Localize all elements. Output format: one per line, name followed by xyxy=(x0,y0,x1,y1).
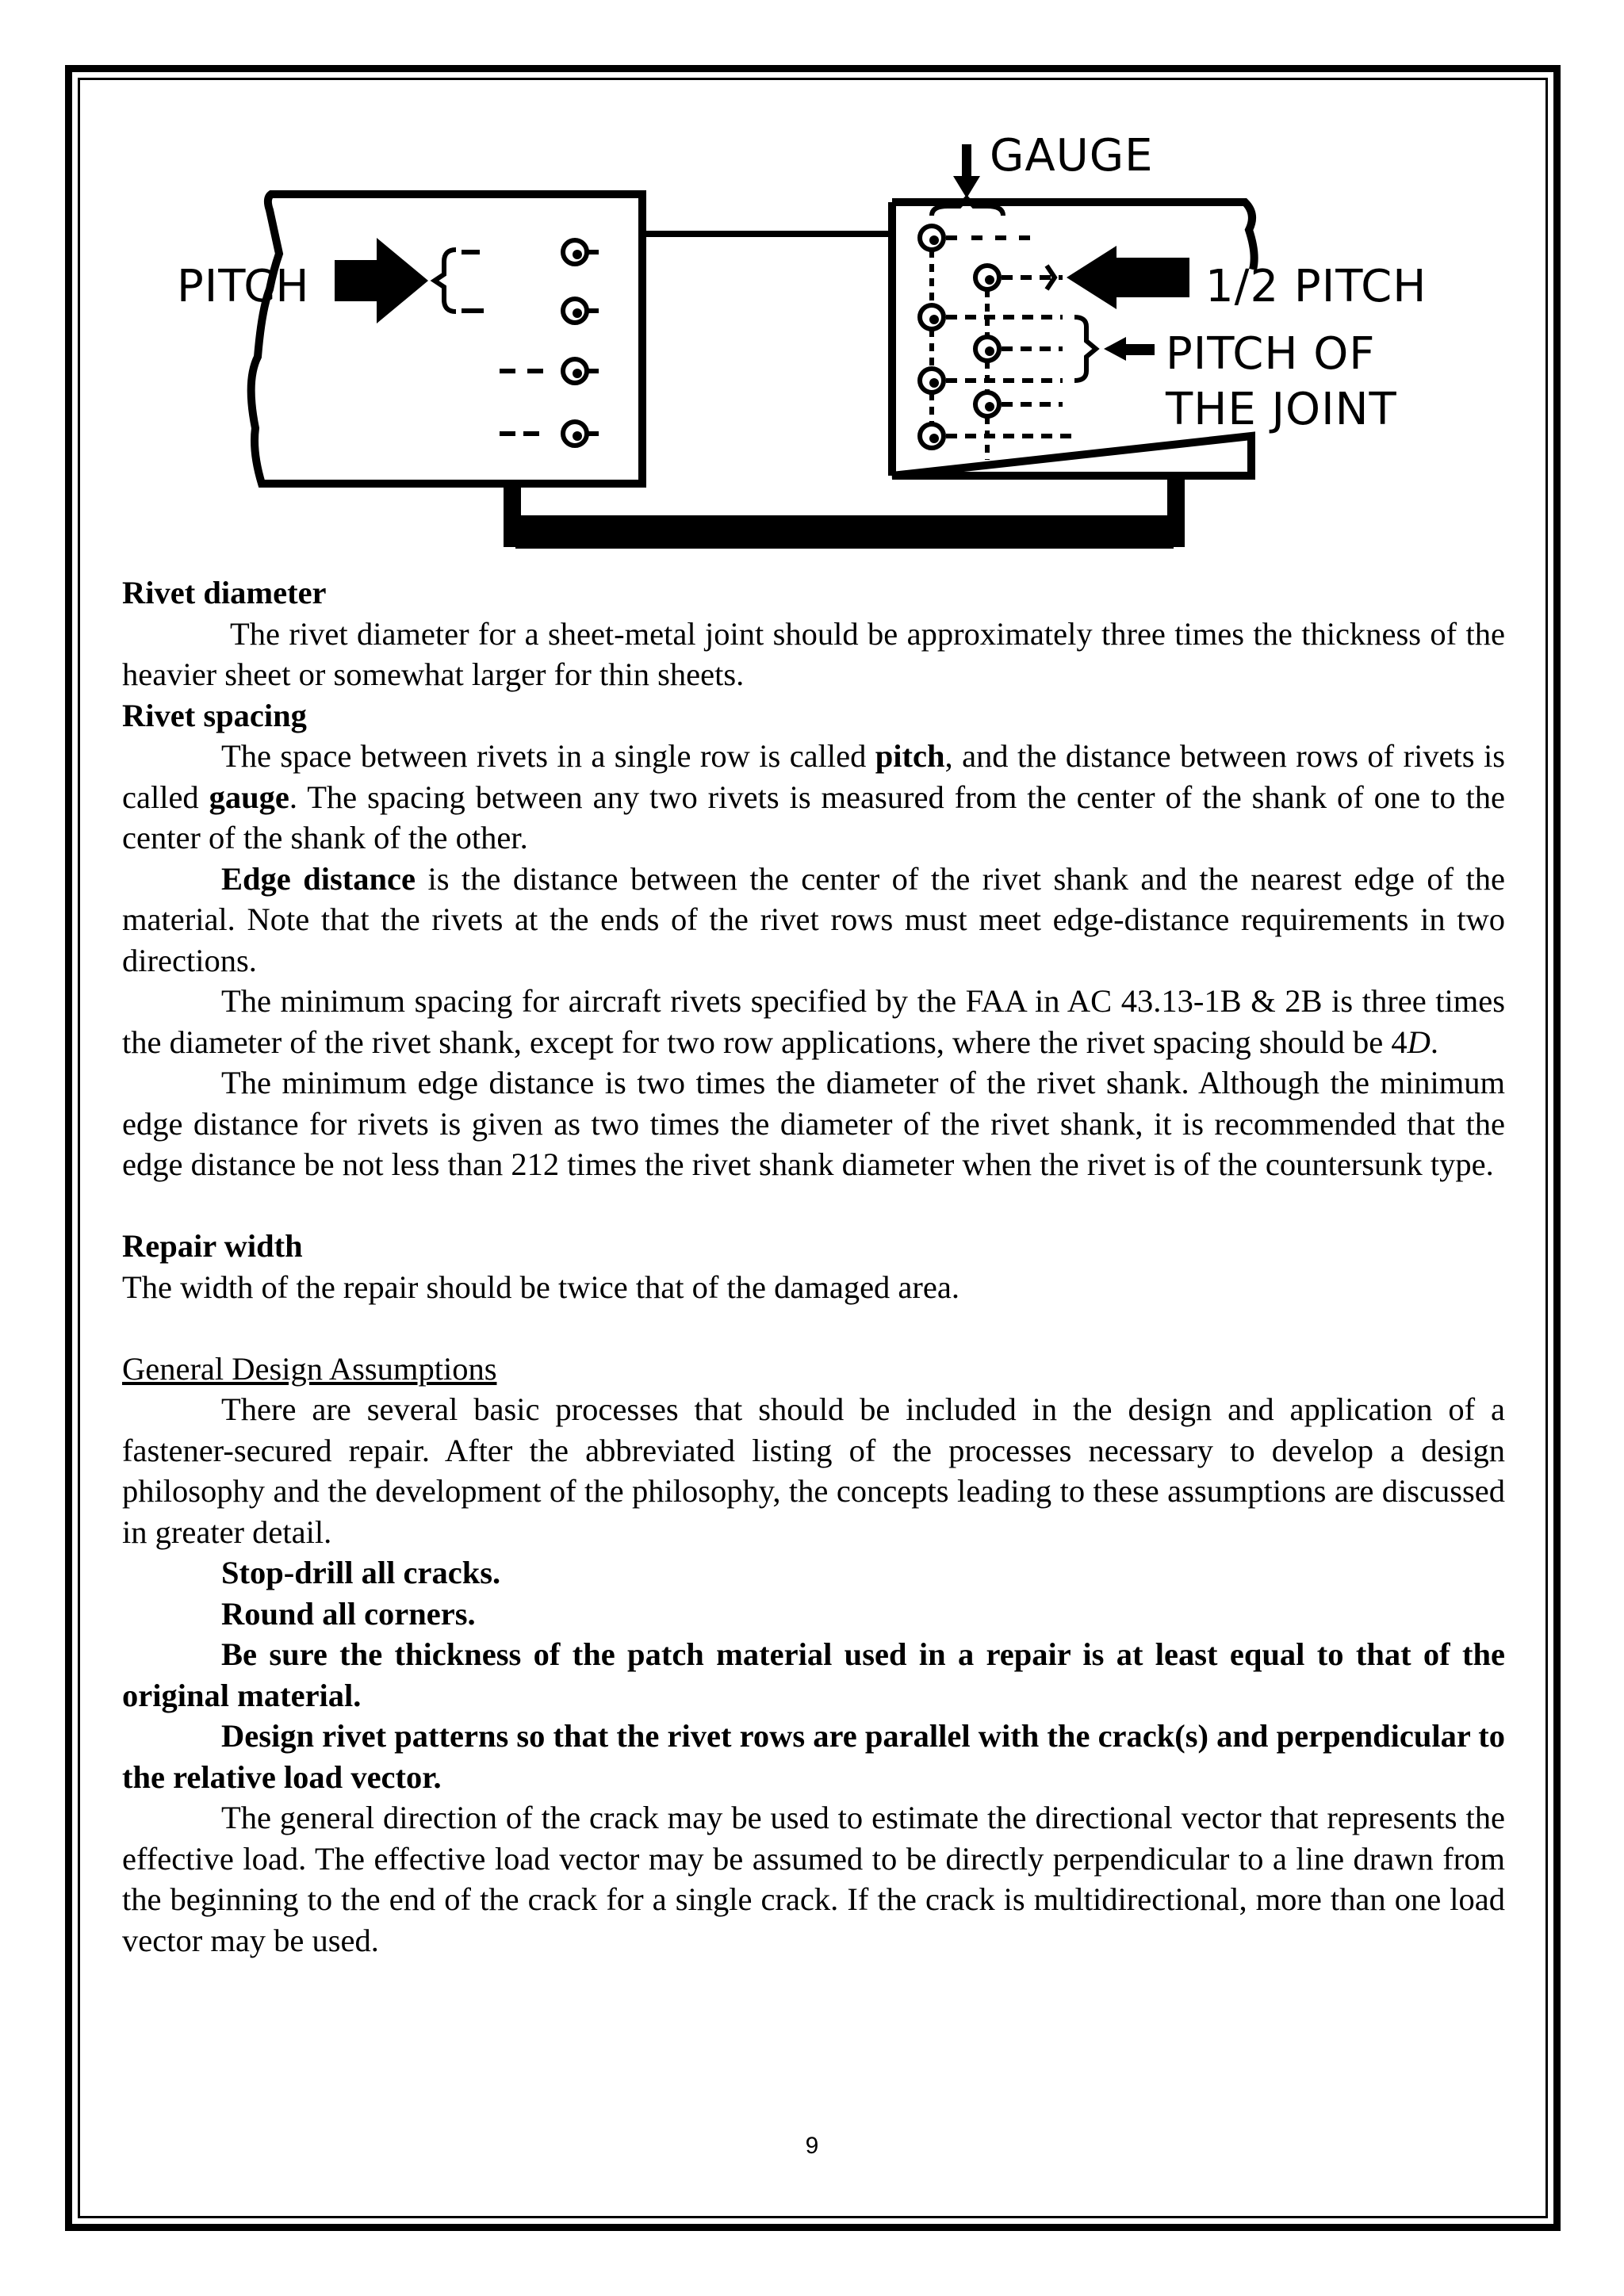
repair-width-heading: Repair width xyxy=(122,1228,303,1264)
joint-bottom-bar xyxy=(515,515,1174,549)
minimum-edge-distance-paragraph: The minimum edge distance is two times the diameter of the rivet shank. Although the minimum edge distance for rivets is given as two times the diameter of the rivet shank, it is recommended that the edge distance be not less than 212 times the rivet shank diameter when the rivet is of the countersunk type. xyxy=(122,1065,1505,1182)
rivet-spacing-diagram xyxy=(151,119,1483,555)
repair-width-body: The width of the repair should be twice that of the damaged area. xyxy=(122,1269,959,1305)
rivet-spacing-heading: Rivet spacing xyxy=(122,697,307,733)
minimum-spacing-paragraph: The minimum spacing for aircraft rivets specified by the FAA in AC 43.13-1B & 2B is three times the diameter of the rivet shank, except for two row applications, where the rivet spacing should be 4D. xyxy=(122,983,1505,1060)
half-pitch-arrow-head xyxy=(1067,246,1116,309)
pitch-of-joint-arrow-shaft xyxy=(1124,344,1155,355)
pitch-arrow-shaft xyxy=(335,260,381,301)
rule-rivet-patterns: Design rivet patterns so that the rivet rows are parallel with the crack(s) and perpendicular to the relative load vector. xyxy=(122,1718,1505,1795)
rivet-spacing-paragraph-1: The space between rivets in a single row is called pitch, and the distance between rows of rivets is called gauge. The spacing between any two rivets is measured from the center of the shank of one to the center of the shank of the other. xyxy=(122,738,1505,855)
rule-patch-thickness: Be sure the thickness of the patch material used in a repair is at least equal to that of the original material. xyxy=(122,1636,1505,1713)
edge-distance-paragraph: Edge distance is the distance between the center of the rivet shank and the nearest edge of the material. Note that the rivets at the ends of the rivet rows must meet edge-distance requirements in two directions. xyxy=(122,860,1506,978)
rule-stop-drill: Stop-drill all cracks. xyxy=(221,1555,501,1590)
rule-round-corners: Round all corners. xyxy=(221,1595,476,1632)
rivet-diameter-heading: Rivet diameter xyxy=(122,575,327,610)
term-pitch: pitch xyxy=(875,738,945,774)
term-gauge: gauge xyxy=(209,779,289,815)
left-rivet-column xyxy=(462,240,599,446)
pitch-arrow-head xyxy=(377,238,428,323)
general-design-paragraph-2: The general direction of the crack may be used to estimate the directional vector that represents the effective load. The effective load vector may be assumed to be directly perpendicular to a line drawn from the beginning to the end of the crack for a single crack. If the crack is multidirectional, more than one load vector may be used. xyxy=(122,1800,1505,1958)
rivet-diameter-body: The rivet diameter for a sheet-metal joint should be approximately three times the thickness of the heavier sheet or somewhat larger for thin sheets. xyxy=(122,615,1505,692)
general-design-paragraph-1: There are several basic processes that should be included in the design and application of a fastener-secured repair. After the abbreviated listing of the processes necessary to develop a design philosophy and the development of the philosophy, the concepts leading to these assumptions are discussed in greater detail. xyxy=(122,1391,1505,1550)
general-design-heading: General Design Assumptions xyxy=(122,1350,497,1387)
term-edge-distance: Edge distance xyxy=(221,860,416,897)
pitch-label: PITCH xyxy=(177,261,310,312)
gauge-label: GAUGE xyxy=(990,130,1154,182)
pitch-of-joint-label-2: THE JOINT xyxy=(1166,384,1397,435)
pitch-of-joint-label-1: PITCH OF xyxy=(1166,328,1376,380)
half-pitch-label: 1/2 PITCH xyxy=(1205,261,1427,312)
pitch-brace xyxy=(435,250,456,312)
joint-bottom-bar-right xyxy=(1167,476,1185,547)
pitch-of-joint-arrow-head xyxy=(1104,337,1126,361)
gauge-arrow-shaft xyxy=(962,144,971,180)
right-rivet-pattern xyxy=(920,226,1078,460)
page-number: 9 xyxy=(805,2133,819,2159)
half-pitch-arrow-shaft xyxy=(1114,258,1189,297)
page-content xyxy=(122,572,1505,1961)
pitch-of-joint-brace xyxy=(1074,317,1096,381)
joint-bottom-bar-left xyxy=(504,484,521,547)
